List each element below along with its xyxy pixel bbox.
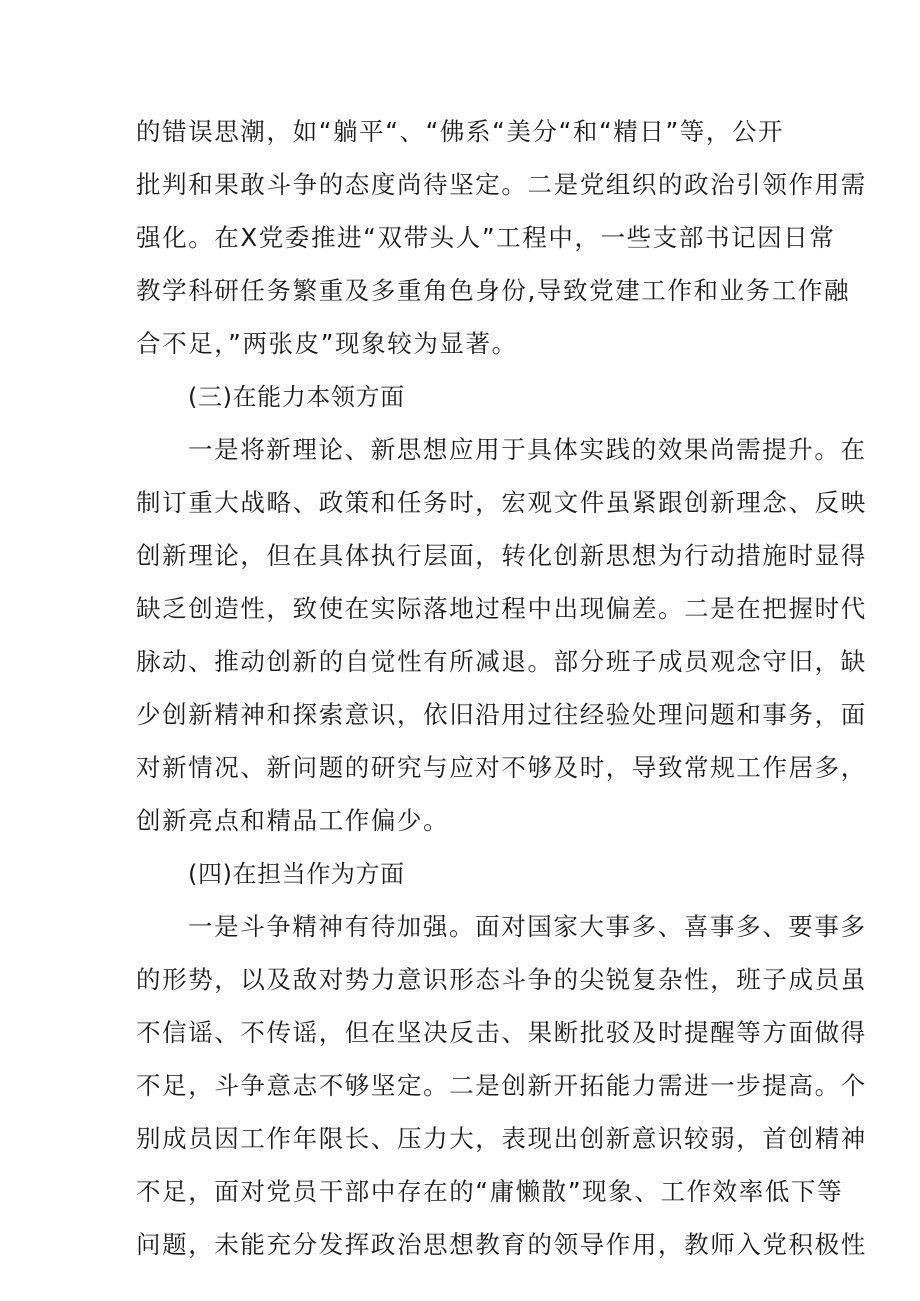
body-text-line: 对新情况、新问题的研究与应对不够及时，导致常规工作居多，	[136, 753, 867, 782]
body-text-line: 批判和果敢斗争的态度尚待坚定。二是党组织的政治引领作用需	[136, 170, 867, 199]
body-text-line: 不信谣、不传谣，但在坚决反击、果断批驳及时提醒等方面做得	[136, 1018, 867, 1047]
body-text-line: 强化。在X党委推进“双带头人”工程中，一些支部书记因日常	[136, 223, 836, 252]
body-text-line: 脉动、推动创新的自觉性有所减退。部分班子成员观念守旧，缺	[136, 647, 867, 676]
body-text-line: 合不足，”两张皮”现象较为显著。	[136, 329, 518, 358]
body-text-line: 问题，未能充分发挥政治思想教育的领导作用，教师入党积极性	[136, 1230, 867, 1259]
body-text-line: 不足，面对党员干部中存在的“庸懒散”现象、工作效率低下等	[136, 1177, 844, 1206]
body-text-line: 教学科研任务繁重及多重角色身份,导致党建工作和业务工作融	[136, 276, 851, 305]
body-text-line: 别成员因工作年限长、压力大，表现出创新意识较弱，首创精神	[136, 1124, 867, 1153]
body-text-line: 制订重大战略、政策和任务时，宏观文件虽紧跟创新理念、反映	[136, 488, 867, 517]
body-text-line: 一是将新理论、新思想应用于具体实践的效果尚需提升。在	[188, 435, 867, 464]
body-text-line: 不足，斗争意志不够坚定。二是创新开拓能力需进一步提高。个	[136, 1071, 867, 1100]
body-text-line: 的错误思潮，如“躺平“、“佛系“美分“和“精日”等，公开	[136, 117, 785, 146]
section-heading: (三)在能力本领方面	[188, 383, 405, 411]
body-text-line: 少创新精神和探索意识，依旧沿用过往经验处理问题和事务，面	[136, 700, 867, 729]
body-text-line: 缺乏创造性，致使在实际落地过程中出现偏差。二是在把握时代	[136, 594, 867, 623]
body-text-line: 创新亮点和精品工作偏少。	[136, 806, 450, 835]
section-heading: (四)在担当作为方面	[188, 860, 405, 888]
body-text-line: 创新理论，但在具体执行层面，转化创新思想为行动措施时显得	[136, 541, 867, 570]
body-text-line: 的形势，以及敌对势力意识形态斗争的尖锐复杂性，班子成员虽	[136, 965, 867, 994]
body-text-line: 一是斗争精神有待加强。面对国家大事多、喜事多、要事多	[188, 912, 867, 941]
